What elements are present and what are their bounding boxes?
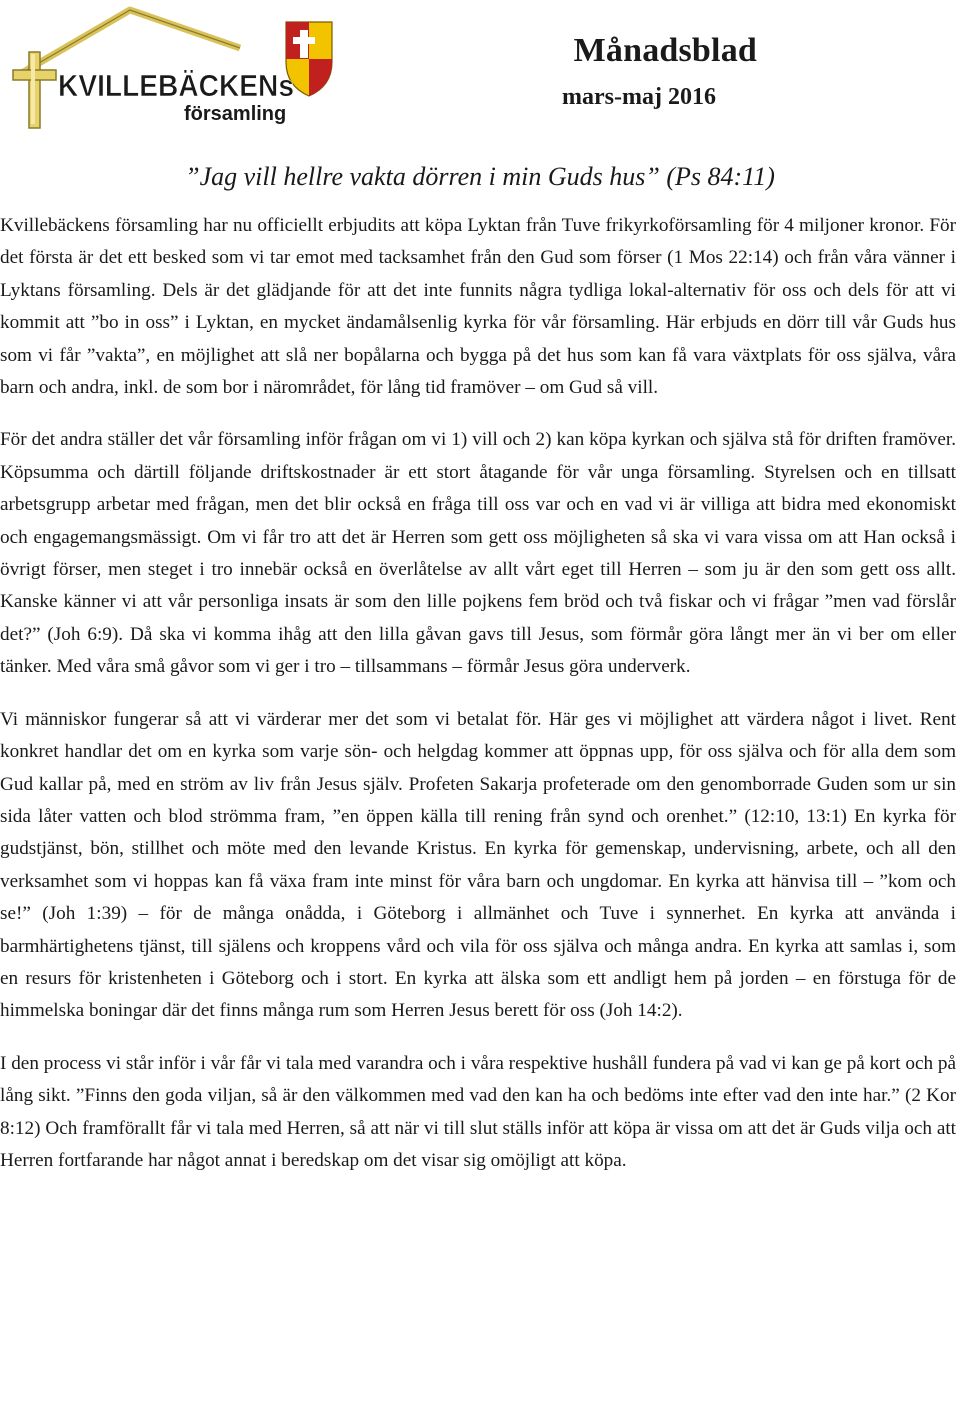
logo-sub: församling xyxy=(184,103,287,125)
cross-icon xyxy=(13,52,56,128)
paragraph-2: För det andra ställer det vår församling inför frågan om vi 1) vill och 2) kan köpa kyrkan och själva stå för driften framöver. Köpsumma och därtill följande driftskostnader är ett stort åtagande för vår unga församling. Styrelsen och en tillsatt arbetsgrupp arbetar med frågan, men det blir också en fråga till oss var och en vad vi är villiga att bidra med ekonomiskt och engagemangsmässigt. Om vi får tro att det är Herren som gett oss möjligheten så ska vi vara vissa om att Han också i övrigt förser, men steget i tro innebär också en överlåtelse av allt vårt eget till Herren – som ju är den som gett oss allt. Kanske känner vi att vår personliga insats är som den lille pojkens fem bröd och två fiskar och vi frågar ”men vad förslår det?” (Joh 6:9). Då ska vi komma ihåg att den lilla gåvan gavs till Jesus, som förmår göra långt mer än vi ber om eller tänker. Med våra små gåvor som vi ger i tro – tillsammans – förmår Jesus göra underverk. xyxy=(0,429,956,678)
church-logo xyxy=(4,4,334,130)
logo-name: KVILLEBÄCKENs xyxy=(58,68,294,103)
page-subtitle: mars-maj 2016 xyxy=(562,84,716,110)
page-title: Månadsblad xyxy=(573,32,757,69)
logo-graphic xyxy=(4,4,334,130)
article-body xyxy=(0,210,956,1197)
paragraph-3: Vi människor fungerar så att vi värderar mer det som vi betalat för. Här ges vi möjlighet att värdera något i livet. Rent konkret handlar det om en kyrka som varje sön- och helgdag kommer att öppnas upp, för oss själva och för alla dem som Gud kallar på, med en ström av liv från Jesus själv. Profeten Sakarja profeterade om den genomborrade Guden som ur sin sida låter vatten och blod strömma fram, ”en öppen källa till rening från synd och orenhet.” (12:10, 13:1) En kyrka för gudstjänst, bön, stillhet och möte med den levande Kristus. En kyrka för gemenskap, undervisning, arbete, och all den verksamhet som vi hoppas kan få växa fram inte minst för våra barn och ungdomar. En kyrka att hänvisa till – ”kom och se!” (Joh 1:39) – för de många onådda, i Göteborg i allmänhet och Tuve i synnerhet. En kyrka att använda i barmhärtighetens tjänst, till själens och kroppens vård och vila för oss själva och många andra. En kyrka att samlas i, som en resurs för kristenheten i Göteborg och i stort. En kyrka att älska som ett andligt hem på jorden – en förstuga för de himmelska boningar där det finns många rum som Herren Jesus berett för oss (Joh 14:2). xyxy=(0,708,956,1022)
scripture-quote: ”Jag vill hellre vakta dörren i min Guds hus” (Ps 84:11) xyxy=(185,162,775,191)
paragraph-1: Kvillebäckens församling har nu officiellt erbjudits att köpa Lyktan från Tuve frikyrkoförsamling för 4 miljoner kronor. För det första är det ett besked som vi tar emot med tacksamhet från den Gud som förser (1 Mos 22:14) och från våra vänner i Lyktans församling. Dels är det glädjande för att det inte funnits några tydliga lokal-alternativ för oss och dels för att vi kommit att ”bo in oss” i Lyktan, en mycket ändamålsenlig kyrka för vår församling. Här erbjuds en dörr till vår Guds hus som vi får ”vakta”, en möjlighet att slå ner bopålarna och bygga på det hus som kan få vara växtplats för oss själva, våra barn och andra, inkl. de som bor i närområdet, för lång tid framöver – om Gud så vill. xyxy=(0,215,956,399)
paragraph-4: I den process vi står inför i vår får vi tala med varandra och i våra respektive hushåll fundera på vad vi kan ge på kort och på lång sikt. ”Finns den goda viljan, så är den välkommen med vad den kan ha och bedöms inte efter vad den inte har.” (2 Kor 8:12) Och framförallt får vi tala med Herren, så att när vi till slut ställs inför att köpa är vissa om att det är Guds vilja och att Herren fortfarande har något annat i beredskap om det visar sig omöjligt att köpa. xyxy=(0,1052,956,1171)
